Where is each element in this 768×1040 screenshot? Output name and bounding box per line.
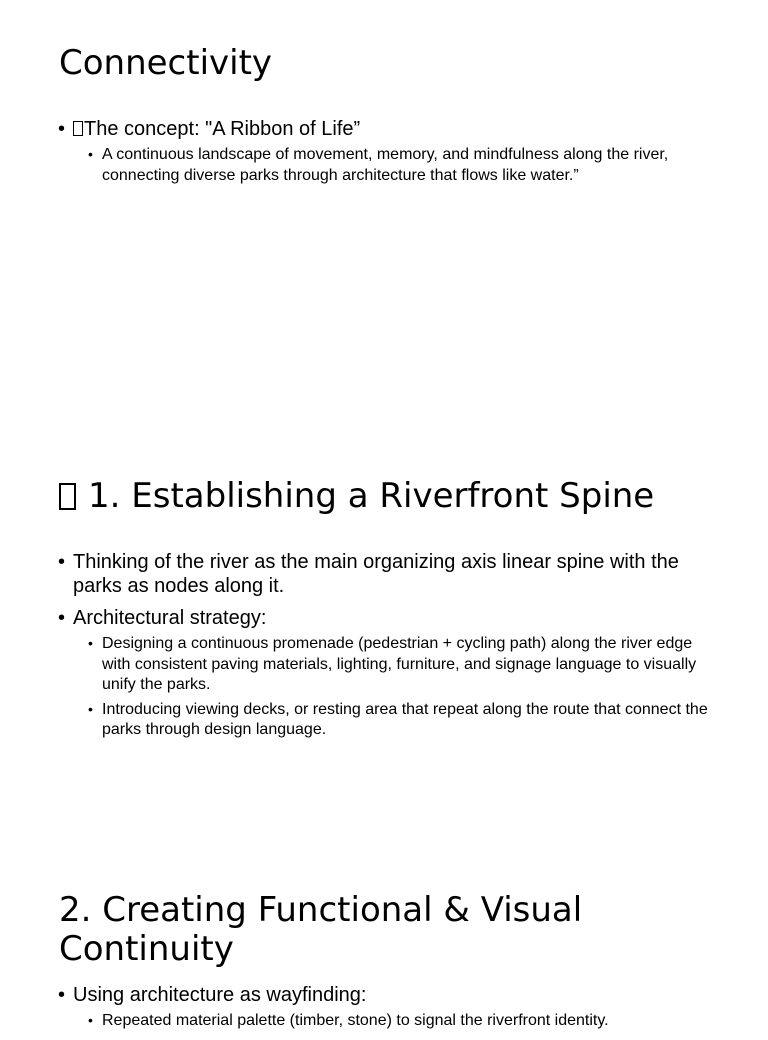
bullet-text: The concept: "A Ribbon of Life” [84,118,361,140]
bullet-list [58,983,708,1040]
sub-bullet-list [73,1011,708,1032]
slide-title: 2. Creating Functional & Visual Continuity [59,890,583,969]
bullet-text: Thinking of the river as the main organizing axis linear spine with the parks as nodes along it. [73,551,679,597]
slide-title-text: 1. Establishing a Riverfront Spine [88,476,655,516]
list-item [58,983,708,1032]
sub-list-item: • A continuous landscape of movement, memory, and mindfulness along the river, connecting diverse parks through architecture that flows like water.” [88,145,708,186]
slide-title: Connectivity [59,43,273,83]
sub-list-item: • Introducing viewing decks, or resting area that repeat along the route that connect the parks through design language. [88,700,708,741]
sub-list-item: • Designing a continuous promenade (pedestrian + cycling path) along the river edge with consistent paving materials, lighting, furniture, and signage language to visually unify the parks. [88,634,708,696]
sub-list-item: • Repeated material palette (timber, stone) to signal the riverfront identity. [88,1011,708,1032]
bullet-text: Architectural strategy: [73,607,267,629]
bullet-text: Using architecture as wayfinding: [73,984,367,1006]
